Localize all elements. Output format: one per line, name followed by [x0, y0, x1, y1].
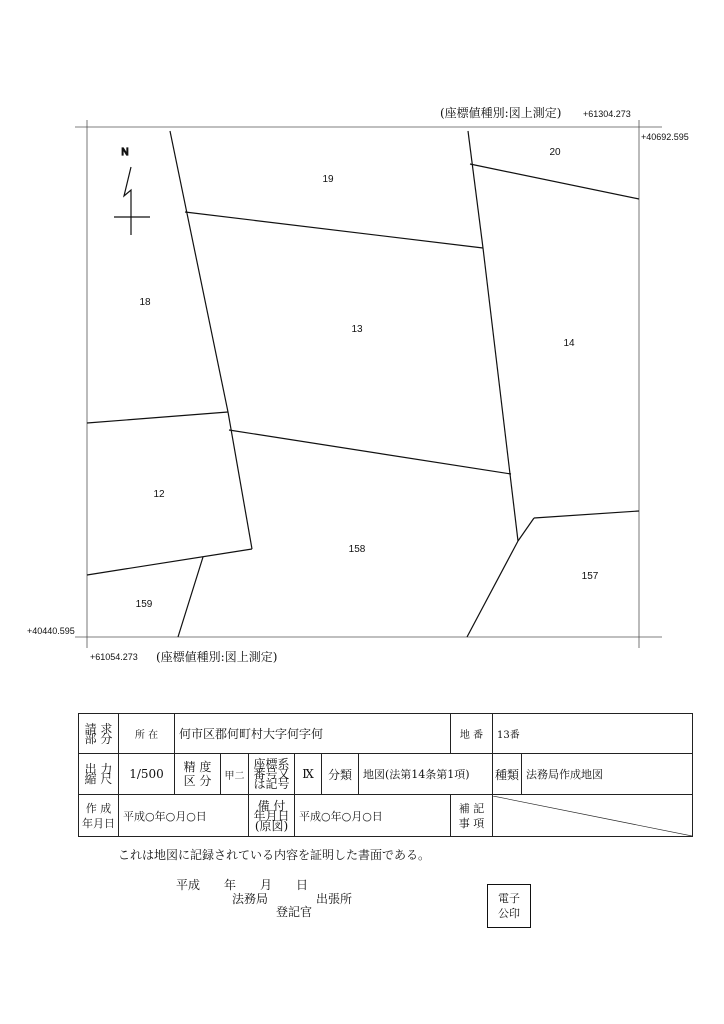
- scale-value: 1/500: [119, 754, 175, 795]
- parcel-label-18: 18: [139, 297, 151, 308]
- remarks-date-value: 平成○年○月○日: [295, 795, 451, 837]
- parcel-label-158: 158: [348, 544, 366, 555]
- map-info-table: [78, 713, 693, 837]
- parcel-label-13: 13: [351, 324, 363, 335]
- parcel-label-20: 20: [549, 147, 561, 158]
- supplement-value: [493, 795, 693, 837]
- registrar-label: 登記官: [276, 905, 313, 919]
- parcel-label-14: 14: [563, 338, 575, 349]
- type-value: 法務局作成地図: [522, 754, 693, 795]
- precision-value: 甲二: [221, 754, 249, 795]
- coord-system-label: 座標系 番号又 は記号: [249, 754, 295, 795]
- date-line: 平成 年 月 日: [176, 878, 309, 892]
- supplement-label: 補 記 事 項: [451, 795, 493, 837]
- remarks-date-label: 備 付 年月日 (原図): [249, 795, 295, 837]
- bottom-x-coordinate: +61054.273: [90, 652, 138, 662]
- category-label: 分類: [322, 754, 359, 795]
- scale-label: 出 力 縮 尺: [79, 754, 119, 795]
- parcel-boundaries: [87, 131, 639, 637]
- seal-line-1: 電子: [498, 892, 520, 905]
- parcel-label-157: 157: [581, 571, 599, 582]
- north-label: N: [121, 147, 129, 158]
- certification-text: これは地図に記録されている内容を証明した書面である。: [118, 848, 431, 862]
- office-line: 法務局 出張所: [232, 892, 353, 906]
- category-value: 地図(法第14条第1項): [359, 754, 493, 795]
- lot-value: 13番: [493, 714, 693, 754]
- left-y-coordinate: +40440.595: [27, 626, 75, 636]
- diagonal-strike-line: [493, 796, 692, 836]
- seal-line-2: 公印: [498, 907, 520, 920]
- top-coordinate-note: (座標値種別:図上測定): [440, 106, 562, 120]
- north-arrow-icon: [114, 147, 150, 235]
- created-label: 作 成 年月日: [79, 795, 119, 837]
- lot-label: 地 番: [451, 714, 493, 754]
- type-label: 種類: [493, 754, 522, 795]
- location-label: 所 在: [119, 714, 175, 754]
- parcel-label-159: 159: [135, 599, 153, 610]
- bottom-coordinate-note: (座標値種別:図上測定): [156, 650, 278, 664]
- coord-system-value: Ⅸ: [295, 754, 322, 795]
- parcel-label-12: 12: [153, 489, 165, 500]
- precision-label: 精 度 区 分: [175, 754, 221, 795]
- location-value: 何市区郡何町村大字何字何: [175, 714, 451, 754]
- created-value: 平成○年○月○日: [119, 795, 249, 837]
- top-x-coordinate: +61304.273: [583, 109, 631, 119]
- right-y-coordinate: +40692.595: [641, 132, 689, 142]
- electronic-seal: [487, 884, 531, 928]
- request-label: 請 求 部 分: [79, 714, 119, 754]
- parcel-label-19: 19: [322, 174, 334, 185]
